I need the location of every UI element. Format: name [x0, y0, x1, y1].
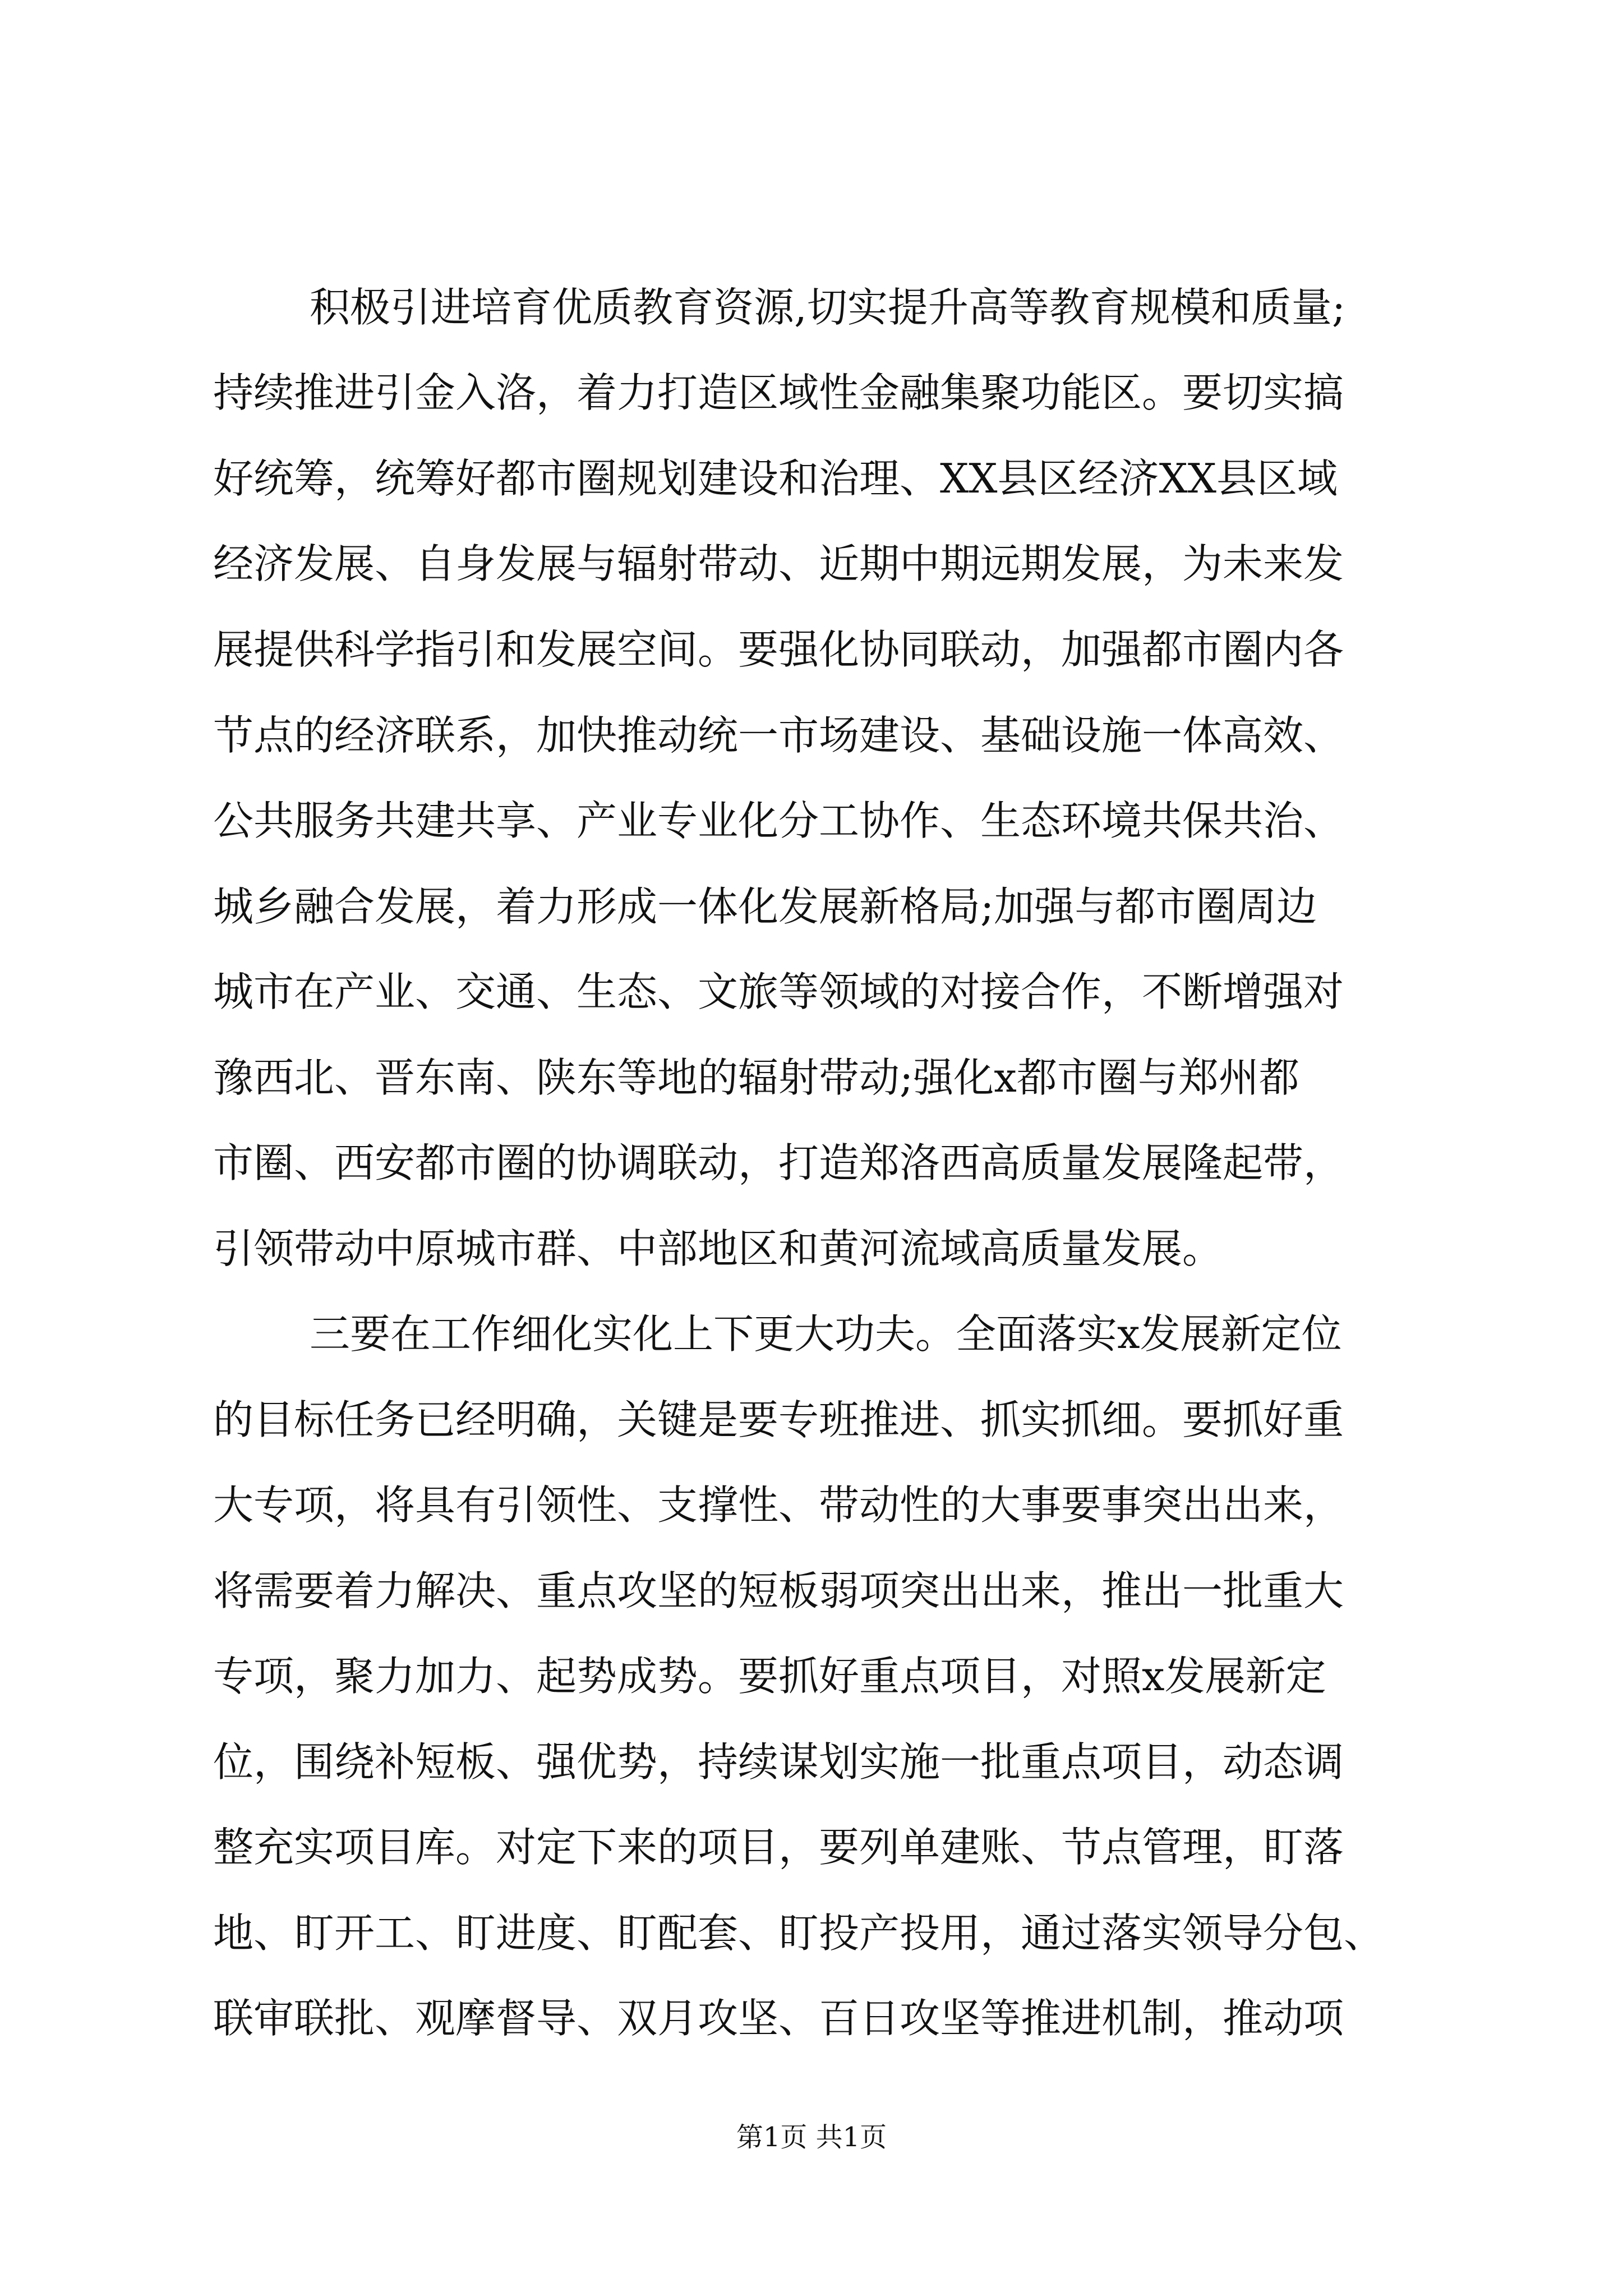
- text-line-14: 的目标任务已经明确，关键是要专班推进、抓实抓细。要抓好重: [213, 1396, 1344, 1443]
- text-line-2: 持续推进引金入洛，着力打造区域性金融集聚功能区。要切实搞: [213, 369, 1344, 416]
- text-line-12: 引领带动中原城市群、中部地区和黄河流域高质量发展。: [213, 1225, 1223, 1272]
- text-line-5: 展提供科学指引和发展空间。要强化协同联动，加强都市圈内各: [213, 626, 1344, 673]
- text-line-8: 城乡融合发展，着力形成一体化发展新格局;加强与都市圈周边: [213, 883, 1317, 930]
- text-line-1: 积极引进培育优质教育资源,切实提升高等教育规模和质量;: [310, 284, 1346, 331]
- text-line-3: 好统筹，统筹好都市圈规划建设和治理、XX县区经济XX县区域: [213, 455, 1338, 502]
- text-line-19: 整充实项目库。对定下来的项目，要列单建账、节点管理，盯落: [213, 1824, 1344, 1871]
- text-line-6: 节点的经济联系，加快推动统一市场建设、基础设施一体高效、: [213, 712, 1344, 759]
- text-line-10: 豫西北、晋东南、陕东等地的辐射带动;强化x都市圈与郑州都: [213, 1054, 1299, 1101]
- text-line-11: 市圈、西安都市圈的协调联动，打造郑洛西高质量发展隆起带，: [213, 1139, 1344, 1186]
- text-line-9: 城市在产业、交通、生态、文旅等领域的对接合作，不断增强对: [213, 968, 1344, 1015]
- text-line-4: 经济发展、自身发展与辐射带动、近期中期远期发展，为未来发: [213, 540, 1344, 587]
- text-line-7: 公共服务共建共享、产业专业化分工协作、生态环境共保共治、: [213, 797, 1344, 844]
- text-line-17: 专项，聚力加力、起势成势。要抓好重点项目，对照x发展新定: [213, 1653, 1326, 1700]
- text-line-15: 大专项，将具有引领性、支撑性、带动性的大事要事突出出来，: [213, 1481, 1344, 1529]
- text-line-13: 三要在工作细化实化上下更大功夫。全面落实x发展新定位: [310, 1310, 1342, 1358]
- text-line-18: 位，围绕补短板、强优势，持续谋划实施一批重点项目，动态调: [213, 1738, 1344, 1786]
- text-line-16: 将需要着力解决、重点攻坚的短板弱项突出出来，推出一批重大: [213, 1567, 1344, 1614]
- text-line-21: 联审联批、观摩督导、双月攻坚、百日攻坚等推进机制，推动项: [213, 1995, 1344, 2042]
- text-line-20: 地、盯开工、盯进度、盯配套、盯投产投用，通过落实领导分包、: [213, 1910, 1385, 1957]
- page-footer: 第1页 共1页: [736, 2122, 887, 2153]
